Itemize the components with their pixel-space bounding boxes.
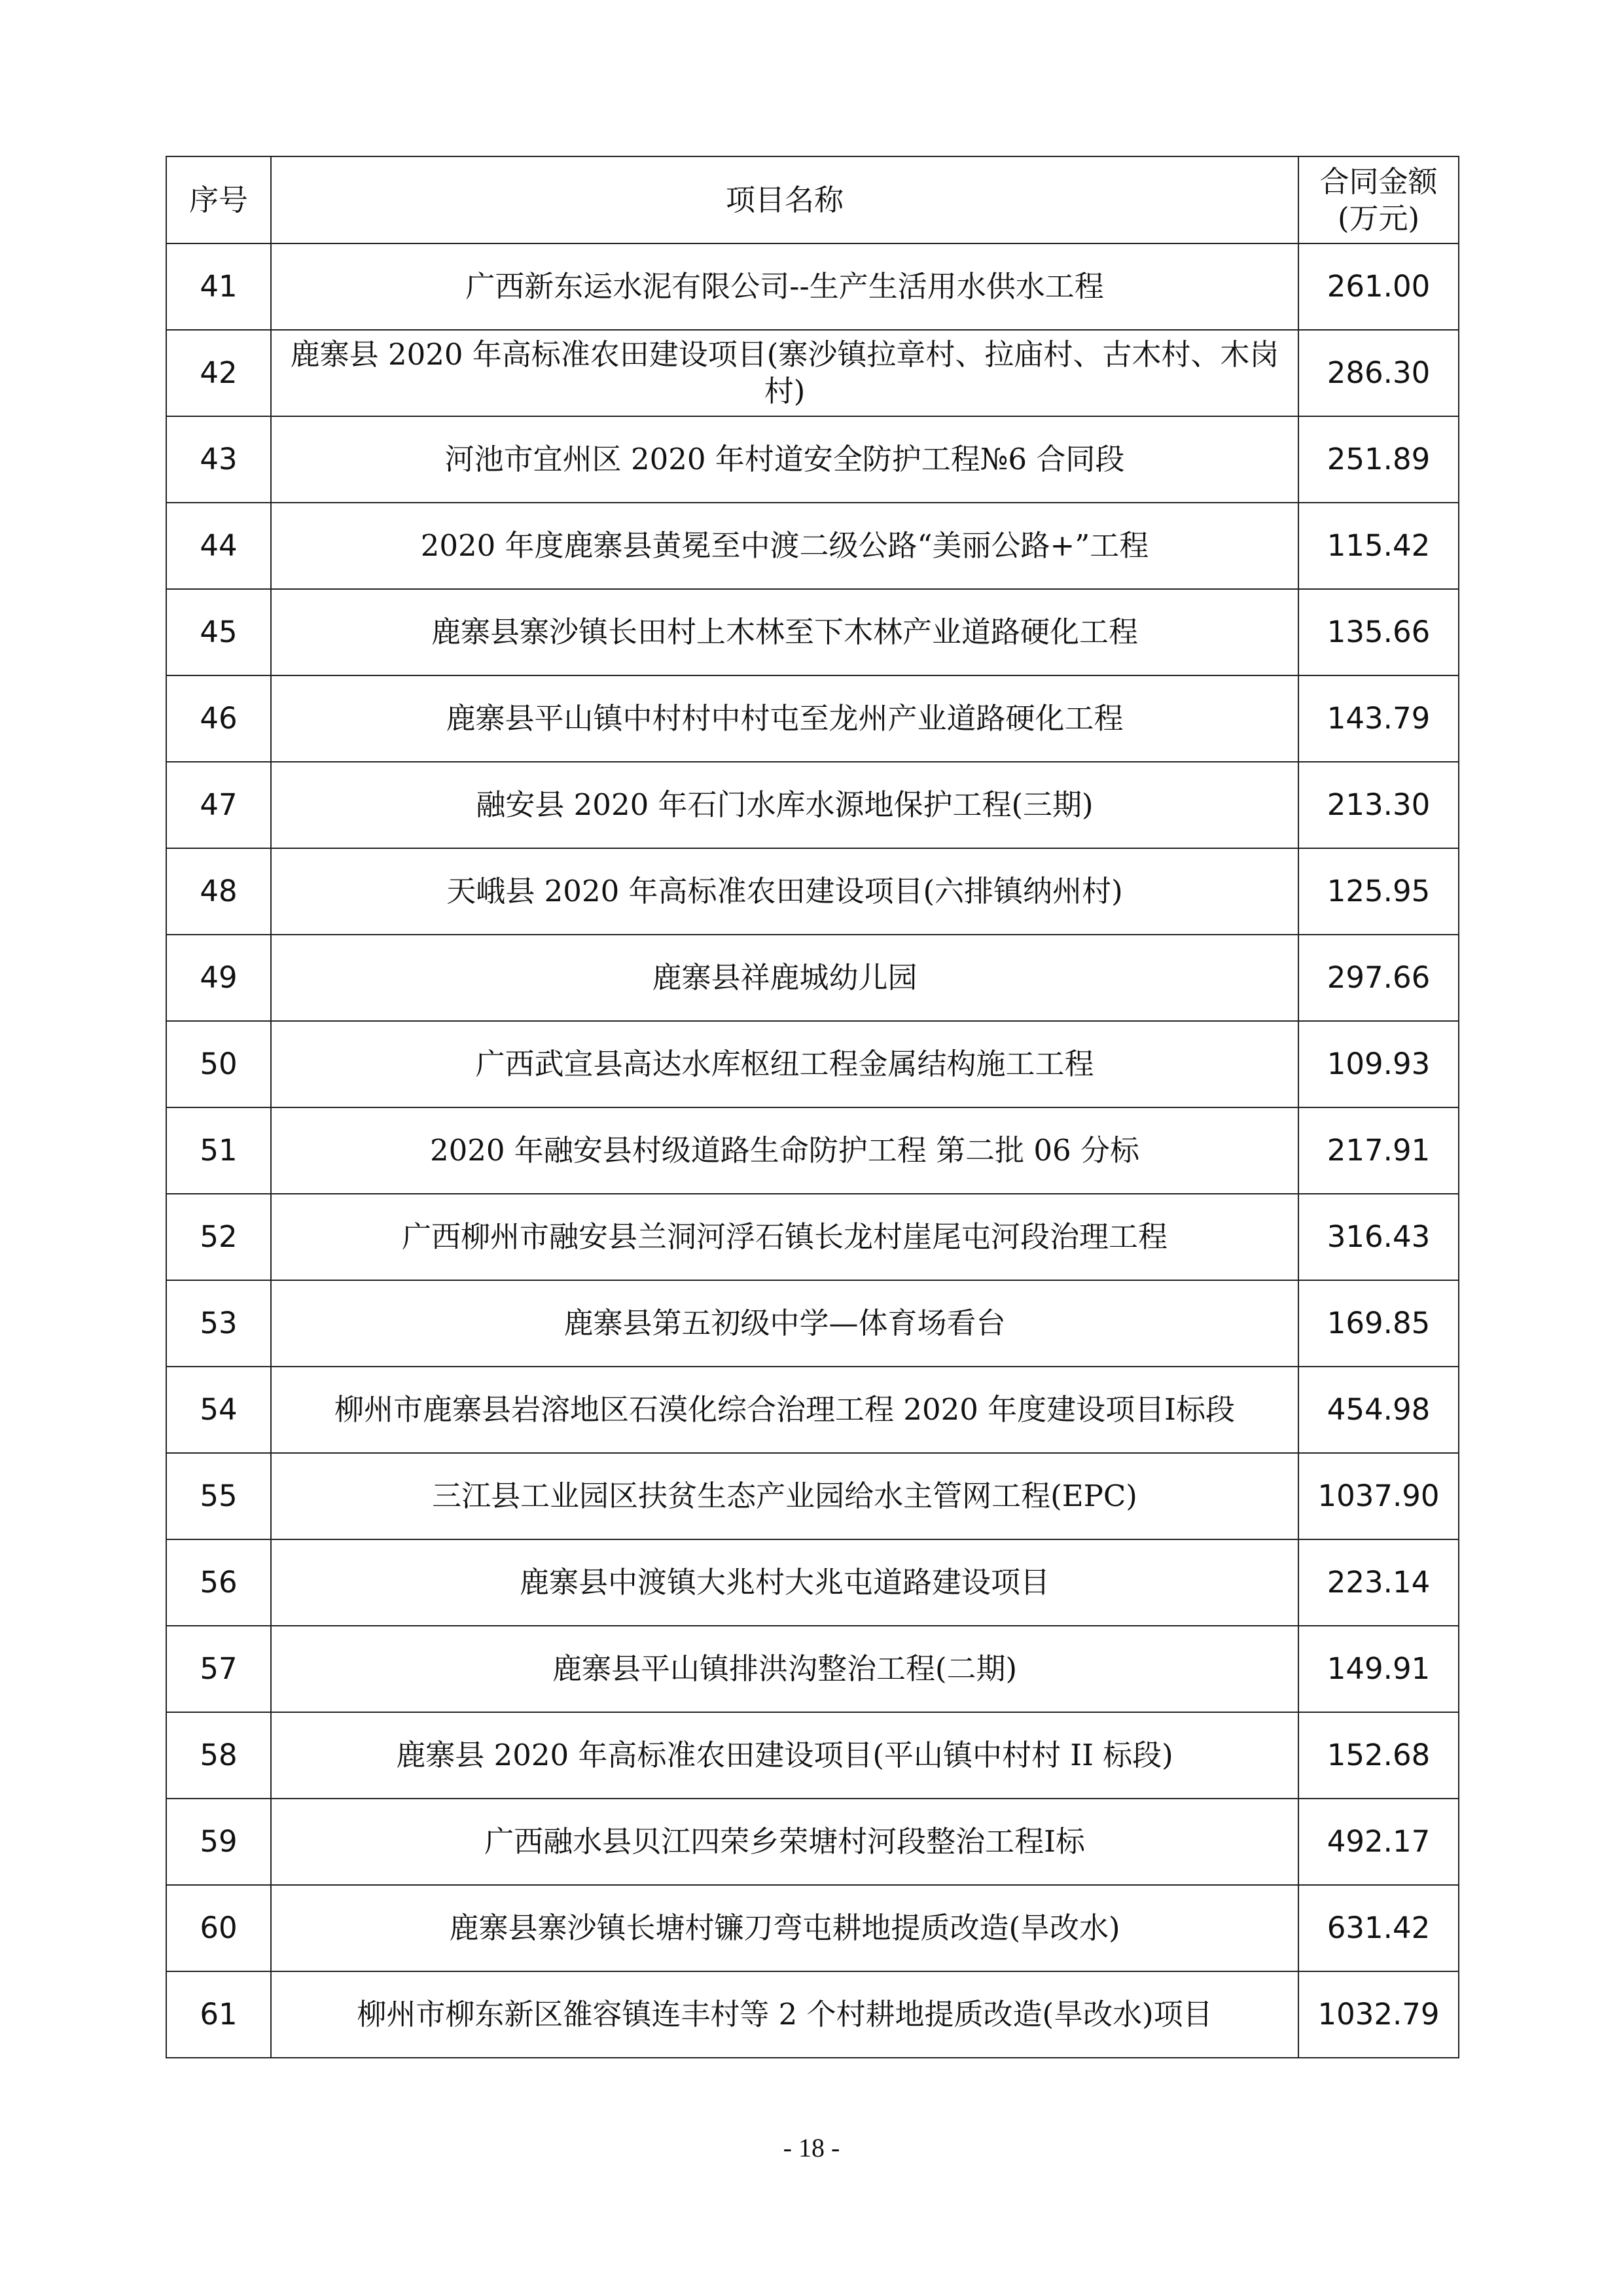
row-project-name: 广西柳州市融安县兰洞河浮石镇长龙村崖尾屯河段治理工程: [271, 1194, 1298, 1280]
row-serial-no: 53: [166, 1280, 271, 1367]
row-serial-no: 60: [166, 1885, 271, 1971]
row-project-name: 广西武宣县高达水库枢纽工程金属结构施工工程: [271, 1021, 1298, 1107]
row-serial-no: 54: [166, 1367, 271, 1453]
row-project-name: 鹿寨县 2020 年高标准农田建设项目(平山镇中村村 II 标段): [271, 1712, 1298, 1799]
row-project-name: 鹿寨县寨沙镇长田村上木林至下木林产业道路硬化工程: [271, 589, 1298, 675]
table-body: [166, 243, 1459, 2058]
table-row: [166, 503, 1459, 589]
table-row: [166, 1367, 1459, 1453]
header-amount-unit: (万元): [1337, 200, 1420, 236]
table-row: [166, 1453, 1459, 1539]
row-contract-amount: 316.43: [1298, 1194, 1459, 1280]
row-serial-no: 44: [166, 503, 271, 589]
row-serial-no: 42: [166, 330, 271, 416]
row-contract-amount: 1032.79: [1298, 1971, 1459, 2058]
row-serial-no: 46: [166, 675, 271, 762]
table-row: [166, 935, 1459, 1021]
row-contract-amount: 297.66: [1298, 935, 1459, 1021]
row-project-name: 柳州市鹿寨县岩溶地区石漠化综合治理工程 2020 年度建设项目Ⅰ标段: [271, 1367, 1298, 1453]
row-project-name: 广西新东运水泥有限公司--生产生活用水供水工程: [271, 243, 1298, 330]
table-row: [166, 1194, 1459, 1280]
table-row: [166, 1971, 1459, 2058]
row-serial-no: 58: [166, 1712, 271, 1799]
header-serial-no: 序号: [166, 156, 271, 243]
row-project-name: 天峨县 2020 年高标准农田建设项目(六排镇纳州村): [271, 848, 1298, 935]
row-serial-no: 56: [166, 1539, 271, 1626]
row-project-name: 鹿寨县 2020 年高标准农田建设项目(寨沙镇拉章村、拉庙村、古木村、木岗村): [271, 330, 1298, 416]
row-contract-amount: 149.91: [1298, 1626, 1459, 1712]
row-serial-no: 61: [166, 1971, 271, 2058]
table-row: [166, 1885, 1459, 1971]
row-serial-no: 48: [166, 848, 271, 935]
row-project-name: 广西融水县贝江四荣乡荣塘村河段整治工程Ⅰ标: [271, 1799, 1298, 1885]
row-project-name: 鹿寨县中渡镇大兆村大兆屯道路建设项目: [271, 1539, 1298, 1626]
row-serial-no: 45: [166, 589, 271, 675]
row-serial-no: 55: [166, 1453, 271, 1539]
table-row: [166, 330, 1459, 416]
row-serial-no: 49: [166, 935, 271, 1021]
row-contract-amount: 152.68: [1298, 1712, 1459, 1799]
page-number: - 18 -: [783, 2133, 840, 2162]
row-contract-amount: 631.42: [1298, 1885, 1459, 1971]
row-contract-amount: 223.14: [1298, 1539, 1459, 1626]
row-contract-amount: 213.30: [1298, 762, 1459, 848]
table-row: [166, 1626, 1459, 1712]
row-serial-no: 50: [166, 1021, 271, 1107]
row-project-name: 柳州市柳东新区雒容镇连丰村等 2 个村耕地提质改造(旱改水)项目: [271, 1971, 1298, 2058]
row-project-name: 2020 年度鹿寨县黄冕至中渡二级公路“美丽公路+”工程: [271, 503, 1298, 589]
row-project-name: 鹿寨县平山镇中村村中村屯至龙州产业道路硬化工程: [271, 675, 1298, 762]
table-row: [166, 243, 1459, 330]
row-contract-amount: 492.17: [1298, 1799, 1459, 1885]
header-project-name: 项目名称: [271, 156, 1298, 243]
row-serial-no: 43: [166, 416, 271, 503]
header-amount-label: 合同金额: [1319, 164, 1438, 199]
row-project-name: 三江县工业园区扶贫生态产业园给水主管网工程(EPC): [271, 1453, 1298, 1539]
table-row: [166, 1799, 1459, 1885]
row-project-name: 鹿寨县寨沙镇长塘村镰刀弯屯耕地提质改造(旱改水): [271, 1885, 1298, 1971]
row-serial-no: 52: [166, 1194, 271, 1280]
row-project-name: 鹿寨县祥鹿城幼儿园: [271, 935, 1298, 1021]
table-row: [166, 1280, 1459, 1367]
row-contract-amount: 454.98: [1298, 1367, 1459, 1453]
header-contract-amount: [1298, 156, 1459, 243]
row-contract-amount: 143.79: [1298, 675, 1459, 762]
table-row: [166, 675, 1459, 762]
row-contract-amount: 261.00: [1298, 243, 1459, 330]
row-project-name: 河池市宜州区 2020 年村道安全防护工程№6 合同段: [271, 416, 1298, 503]
row-project-name: 2020 年融安县村级道路生命防护工程 第二批 06 分标: [271, 1107, 1298, 1194]
table-row: [166, 1712, 1459, 1799]
row-serial-no: 51: [166, 1107, 271, 1194]
row-project-name: 融安县 2020 年石门水库水源地保护工程(三期): [271, 762, 1298, 848]
table-row: [166, 589, 1459, 675]
table-row: [166, 416, 1459, 503]
table-row: [166, 848, 1459, 935]
row-contract-amount: 217.91: [1298, 1107, 1459, 1194]
table-row: [166, 1021, 1459, 1107]
row-serial-no: 57: [166, 1626, 271, 1712]
row-serial-no: 41: [166, 243, 271, 330]
row-serial-no: 59: [166, 1799, 271, 1885]
row-contract-amount: 286.30: [1298, 330, 1459, 416]
row-contract-amount: 251.89: [1298, 416, 1459, 503]
row-contract-amount: 109.93: [1298, 1021, 1459, 1107]
table-row: [166, 1539, 1459, 1626]
row-contract-amount: 1037.90: [1298, 1453, 1459, 1539]
table-row: [166, 1107, 1459, 1194]
row-project-name: 鹿寨县第五初级中学—体育场看台: [271, 1280, 1298, 1367]
table-header-row: [166, 156, 1459, 243]
row-contract-amount: 135.66: [1298, 589, 1459, 675]
row-contract-amount: 115.42: [1298, 503, 1459, 589]
row-contract-amount: 169.85: [1298, 1280, 1459, 1367]
project-table: [166, 156, 1459, 2058]
row-contract-amount: 125.95: [1298, 848, 1459, 935]
table-row: [166, 762, 1459, 848]
row-serial-no: 47: [166, 762, 271, 848]
row-project-name: 鹿寨县平山镇排洪沟整治工程(二期): [271, 1626, 1298, 1712]
